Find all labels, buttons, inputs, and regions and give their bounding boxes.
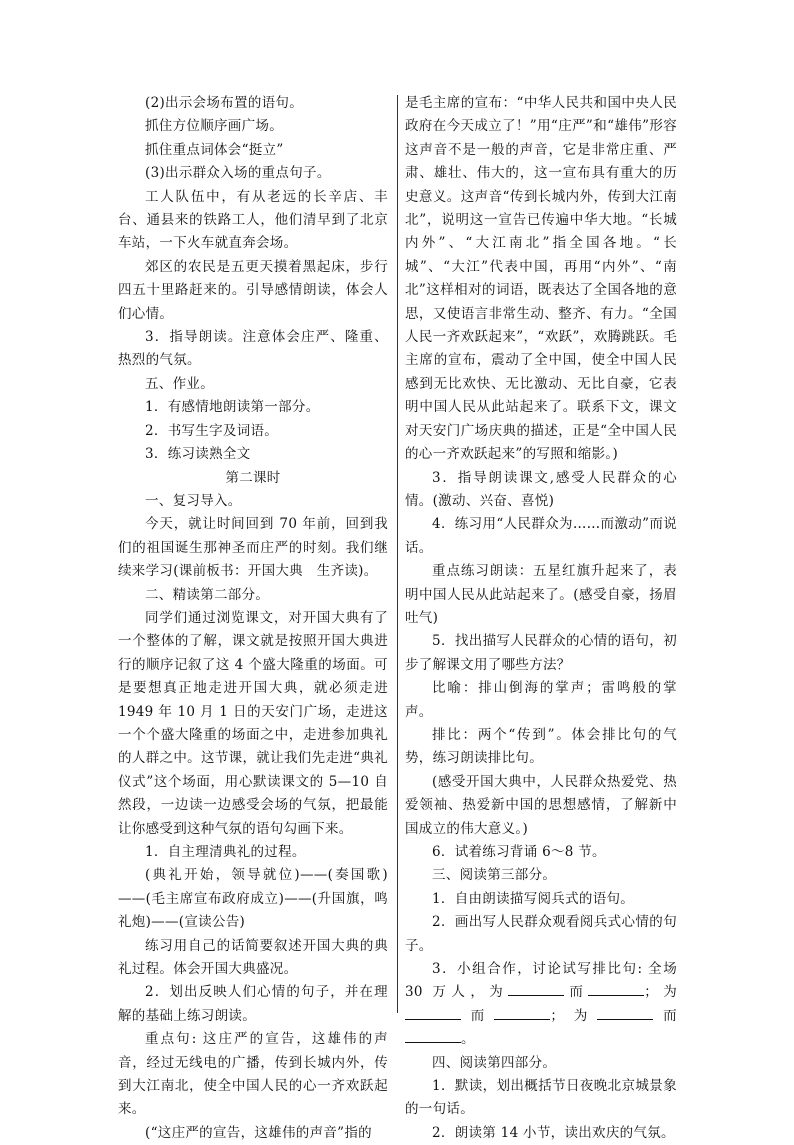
paragraph: 工人队伍中，有从老远的长辛店、丰台、通县来的铁路工人，他们清早到了北京车站，一下火车就直奔会场。 xyxy=(118,188,388,252)
section-heading: 二、精读第二部分。 xyxy=(145,586,270,603)
paragraph: (2)出示会场布置的语句。 xyxy=(145,95,304,111)
paragraph: 排比：两个“传到”。体会排比句的气势，练习朗读排比句。 xyxy=(405,726,677,767)
list-item: 1．自由朗读描写阅兵式的语句。 xyxy=(432,890,635,907)
list-item: 1．有感情地朗读第一部分。 xyxy=(145,399,320,416)
blank-line xyxy=(597,1005,653,1020)
left-column xyxy=(118,92,388,1145)
section-heading: 五、作业。 xyxy=(145,375,214,392)
list-item: 2．画出写人民群众观看阅兵式心情的句子。 xyxy=(405,914,677,954)
blank-line xyxy=(405,1005,461,1020)
paragraph: 郊区的农民是五更天摸着黑起床，步行四五十里路赶来的。引导感情朗读，体会人们心情。 xyxy=(118,258,388,322)
right-column xyxy=(405,92,677,1145)
list-item: 2．书写生字及词语。 xyxy=(145,422,279,439)
blank-line xyxy=(508,981,564,996)
section-heading: 四、阅读第四部分。 xyxy=(432,1054,557,1071)
exercise-text: 。 xyxy=(461,1031,475,1048)
blank-line xyxy=(494,1005,550,1020)
exercise-text: 而 xyxy=(461,1007,495,1024)
list-item: 6．试着练习背诵 6～8 节。 xyxy=(432,844,606,860)
paragraph: 抓住重点词体会“挺立” xyxy=(145,141,284,158)
paragraph: (3)出示群众入场的重点句子。 xyxy=(145,165,331,182)
column-divider xyxy=(397,95,398,1013)
list-item: 5．找出描写人民群众的心情的语句，初步了解课文用了哪些方法？ xyxy=(405,633,677,673)
paragraph: (“这庄严的宣告，这雄伟的声音”指的 xyxy=(145,1124,372,1141)
paragraph: 重点句: 这庄严的宣告，这雄伟的声音，经过无线电的广播，传到长城内外，传到大江南北，使全中国人民的心一齐欢跃起来。 xyxy=(118,1031,388,1118)
list-item: 2．划出反映人们心情的句子，并在理解的基础上练习朗读。 xyxy=(118,984,388,1024)
list-item: 3．练习读熟全文 xyxy=(145,446,251,463)
exercise-text: ；为 xyxy=(644,984,677,1001)
fill-in-exercise xyxy=(405,958,677,1052)
paragraph: 今天，就让时间回到 70 年前，回到我们的祖国诞生那神圣而庄严的时刻。我们继续来学习(课前板书：开国大典 生齐读)。 xyxy=(118,516,388,580)
list-item: 2．朗读第 14 小节，读出欢庆的气氛。 xyxy=(432,1124,675,1141)
lesson-title: 第二课时 xyxy=(225,469,281,486)
exercise-text: 3．小组合作，讨论试写排比句: 全场 30 万人，为 xyxy=(405,961,677,1001)
paragraph: (典礼开始，领导就位)——(奏国歌)——(毛主席宣布政府成立)——(升国旗，鸣礼炮)——(宣读公告) xyxy=(118,867,388,931)
paragraph: (感受开国大典中，人民群众热爱党、热爱领袖、热爱新中国的思想感情，了解新中国成立的伟大意义。) xyxy=(405,773,677,837)
exercise-text: 而 xyxy=(653,1007,677,1024)
paragraph: 比喻：排山倒海的掌声；雷鸣般的掌声。 xyxy=(405,680,677,720)
blank-line xyxy=(588,981,644,996)
list-item: 3．指导朗读课文,感受人民群众的心情。(激动、兴奋、喜悦) xyxy=(405,469,677,509)
paragraph: 重点练习朗读：五星红旗升起来了，表明中国人民从此站起来了。(感受自豪，扬眉吐气) xyxy=(405,563,677,626)
exercise-text: ；为 xyxy=(550,1007,598,1024)
list-item: 1．默读，划出概括节日夜晚北京城景象的一句话。 xyxy=(405,1078,677,1118)
exercise-text: 而 xyxy=(564,984,589,1001)
paragraph: 3．指导朗读。注意体会庄严、隆重、热烈的气氛。 xyxy=(118,329,388,369)
section-heading: 一、复习导入。 xyxy=(145,492,242,509)
blank-line xyxy=(405,1028,461,1043)
list-item: 1．自主理清典礼的过程。 xyxy=(145,844,306,860)
paragraph: 是毛主席的宣布：“中华人民共和国中央人民政府在今天成立了！”用“庄严”和“雄伟”形容这声音不是一般的声音，它是非常庄重、严肃、雄壮、伟大的，这一宣布具有重大的历史意义。这声音“传到长城内外，传到大江南北”，说明这一宣告已传遍中华大地。“长城内外”、“大江南北”指全国各地。“长城”、“大江”代表中国，再用“内外”、“南北”这样相对的词语，既表达了全国各地的意思，又使语言非常生动、整齐、有力。“全国人民一齐欢跃起来”，“欢跃”，欢腾跳跃。毛主席的宣布，震动了全中国，使全中国人民感到无比欢快、无比激动、无比自豪，它表明中国人民从此站起来了。联系下文，课文对天安门广场庆典的描述，正是“全中国人民的心一齐欢跃起来”的写照和缩影。) xyxy=(405,95,677,463)
paragraph: 练习用自己的话简要叙述开国大典的典礼过程。体会开国大典盛况。 xyxy=(118,937,388,978)
section-heading: 三、阅读第三部分。 xyxy=(432,867,557,884)
paragraph: 抓住方位顺序画广场。 xyxy=(145,118,283,135)
paragraph: 同学们通过浏览课文，对开国大典有了一个整体的了解，课文就是按照开国大典进行的顺序记叙了这 4 个盛大隆重的场面。可是要想真正地走进开国大典，就必须走进 1949 年 10 月 1 日的天安门广场，走进这一个个盛大隆重的场面之中，走进参加典礼的人群之中。这节课，就让我们先走进“典礼仪式”这个场面，用心默读课文的 5—10 自然段，一边读一边感受会场的气氛，把最能让你感受到这种气氛的语句勾画下来。 xyxy=(118,609,388,837)
list-item: 4．练习用“人民群众为……而激动”而说话。 xyxy=(405,516,677,556)
